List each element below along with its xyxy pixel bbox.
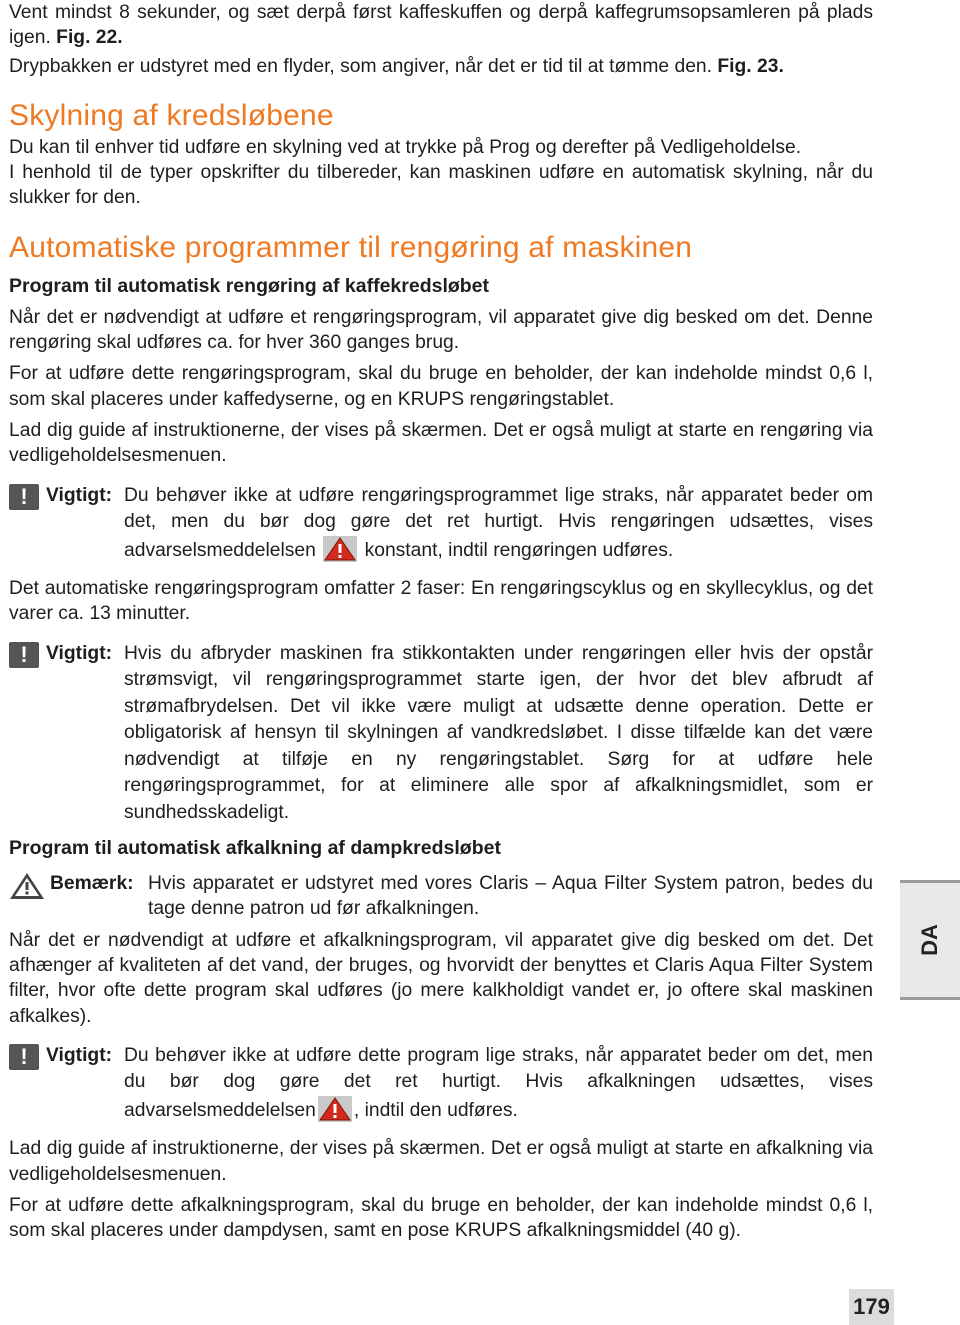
note-text-part-b: , indtil den udføres. (353, 1099, 518, 1121)
cleaning-paragraph-1: Når det er nødvendigt at udføre et rengøringsprogram, vil apparatet give dig besked om det. Denne rengøring skal udføres ca. for hver 360 ganges brug. (9, 306, 873, 354)
subheading-steam-circuit: Program til automatisk afkalkning af dampkredsløbet (9, 837, 501, 860)
intro-paragraph-1 (9, 0, 873, 51)
note-label: Vigtigt: (46, 642, 113, 664)
note-text: Hvis apparatet er udstyret med vores Claris – Aqua Filter System patron, bedes du tage denne patron ud før afkalkningen. (148, 873, 873, 920)
note-text: Hvis du afbryder maskinen fra stikkontakten under rengøringen eller hvis der opstår strømsvigt, vil rengøringsprogrammet starte igen, der hvor det blev afbrudt af strømafbrydelsen. Det vil ikke være muligt at udsætte denne operation. Dette er obligatorisk af hensyn til skylningen af vandkredsløbet. I disse tilfælde kan det være nødvendigt at tilføje en ny rengøringstablet. Sørg for at udføre hele rengøringsprogrammet, for at eliminere alle spor af afkalkningsmidlet, som er sundhedsskadeligt. (124, 642, 873, 823)
note-text-part-a: Du behøver ikke at udføre dette program lige straks, når apparatet beder om det, men du bør dog gøre det ret hurtigt. Hvis afkalkningen udsættes, vises advarselsmeddelelsen (124, 1044, 873, 1121)
note-text-part-b: konstant, indtil rengøringen udføres. (364, 539, 674, 561)
section-title-rinsing: Skylning af kredsløbene (9, 98, 334, 132)
warning-triangle-icon (9, 872, 45, 905)
note-text-part-a: Du behøver ikke at udføre rengøringsprogrammet lige straks, når apparatet beder om det, men du bør dog gøre det ret hurtigt. Hvis rengøringen udsættes, vises advarselsmeddelelsen (124, 484, 873, 561)
figure-ref-22: Fig. 22. (56, 27, 123, 49)
rinsing-paragraph-1: Du kan til enhver tid udføre en skylning ved at trykke på Prog og derefter på Vedligeholdelse. (9, 136, 802, 158)
intro-text-2: Drypbakken er udstyret med en flyder, som angiver, når det er tid til at tømme den. (9, 55, 713, 77)
warning-triangle-icon (318, 1096, 352, 1131)
note-text (124, 483, 873, 571)
note-label: Vigtigt: (46, 484, 113, 506)
cleaning-paragraph-4: Det automatiske rengøringsprogram omfatter 2 faser: En rengøringscyklus og en skyllecyklus, og det varer ca. 13 minutter. (9, 578, 873, 625)
note-text (124, 1043, 873, 1131)
language-tab (900, 880, 960, 1000)
descaling-paragraph-3: For at udføre dette afkalkningsprogram, skal du bruge en beholder, der kan indeholde mindst 0,6 l, som skal placeres under dampdysen, samt en pose KRUPS afkalkningsmiddel (40 g). (9, 1195, 873, 1242)
descaling-paragraph-2: Lad dig guide af instruktionerne, der vises på skærmen. Det er også muligt at starte en afkalkning via vedligeholdelsesmenuen. (9, 1138, 873, 1185)
rinsing-paragraph-2: I henhold til de typer opskrifter du tilbereder, kan maskinen udføre en automatisk skylning, når du slukker for den. (9, 162, 873, 209)
note-label: Bemærk: (50, 873, 134, 895)
intro-paragraph-2 (9, 54, 873, 79)
exclamation-icon: ! (9, 484, 39, 510)
cleaning-paragraph-2: For at udføre dette rengøringsprogram, skal du bruge en beholder, der kan indeholde mindst 0,6 l, som skal placeres under kaffedyserne, og en KRUPS rengøringstablet. (9, 363, 873, 410)
note-label: Vigtigt: (46, 1044, 113, 1066)
cleaning-paragraph-3: Lad dig guide af instruktionerne, der vises på skærmen. Det er også muligt at starte en rengøring via vedligeholdelsesmenuen. (9, 419, 873, 467)
important-note-2 (9, 641, 873, 827)
manual-page (9, 0, 873, 1244)
intro-text-1: Vent mindst 8 sekunder, og sæt derpå først kaffeskuffen og derpå kaffegrumsopsamleren på plads igen. (9, 2, 873, 49)
remark-note (9, 871, 873, 922)
page-number: 179 (849, 1289, 894, 1325)
section-title-cleaning-programs: Automatiske programmer til rengøring af maskinen (9, 230, 693, 264)
exclamation-icon: ! (9, 642, 39, 668)
important-note-3 (9, 1043, 873, 1131)
language-code: DA (917, 924, 942, 956)
warning-triangle-icon (323, 536, 357, 571)
exclamation-icon: ! (9, 1044, 39, 1070)
subheading-coffee-circuit: Program til automatisk rengøring af kaffekredsløbet (9, 274, 490, 297)
important-note-1 (9, 483, 873, 571)
figure-ref-23: Fig. 23. (717, 55, 784, 77)
descaling-paragraph-1: Når det er nødvendigt at udføre et afkalkningsprogram, vil apparatet give dig besked om det. Det afhænger af kvaliteten af det vand, der bruges, og hvorvidt der benyttes et Claris Aqua Filter System filter, hvor ofte dette program skal udføres (jo mere kalkholdigt vandet er, jo oftere skal maskinen afkalkes). (9, 929, 873, 1027)
